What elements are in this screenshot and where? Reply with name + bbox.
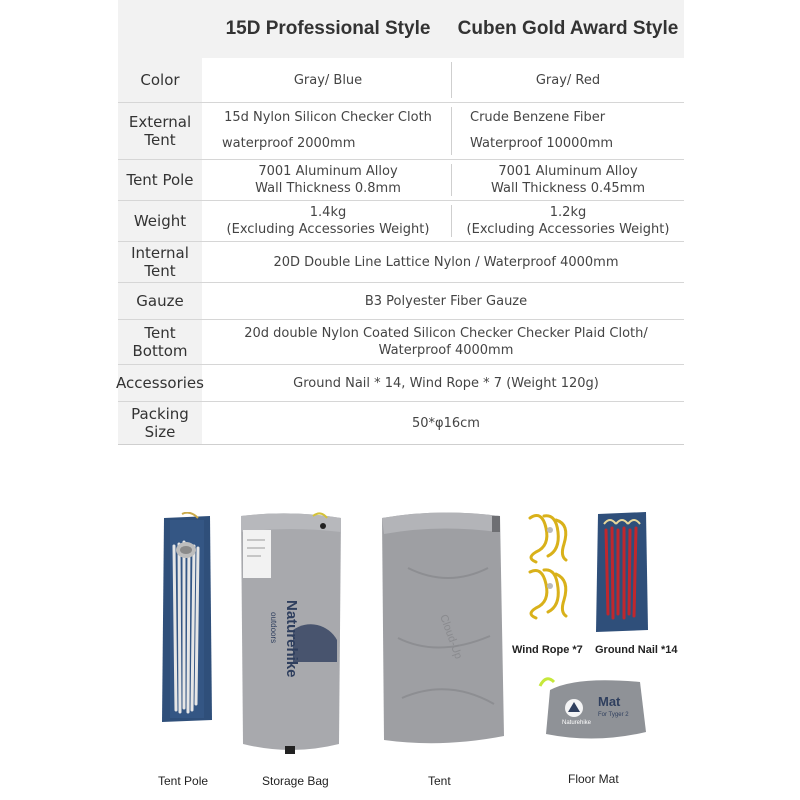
spec-label — [118, 58, 202, 102]
spec-row-external-tent — [118, 103, 684, 159]
spec-value-shared — [208, 402, 684, 444]
spec-row-internal-tent — [118, 242, 684, 282]
label-line: Gauze — [136, 292, 184, 310]
spec-row-weight — [118, 201, 684, 241]
label-line: External — [128, 113, 192, 131]
value-line: Wall Thickness 0.45mm — [490, 181, 645, 196]
value-line: Gray/ Blue — [293, 72, 363, 88]
value-line: 20D Double Line Lattice Nylon / Waterproof 4000mm — [273, 254, 619, 270]
spec-value-15d — [208, 58, 448, 102]
tent-image — [378, 508, 508, 752]
value-line: 50*φ16cm — [412, 415, 480, 431]
caption-floor-mat: Floor Mat — [568, 772, 619, 786]
value-line: 1.2kg — [549, 205, 587, 220]
floor-mat-image — [536, 672, 652, 746]
spec-row-color — [118, 58, 684, 102]
label-line: Weight — [133, 212, 187, 230]
value-line: 15d Nylon Silicon Checker Cloth — [224, 110, 432, 125]
spec-row-packing-size — [118, 402, 684, 444]
spec-label — [118, 365, 202, 401]
spec-label — [118, 283, 202, 319]
column-header-cuben: Cuben Gold Award Style — [457, 18, 679, 39]
bag-brand-sub-text: outdoors — [269, 612, 278, 644]
caption-tent: Tent — [428, 774, 451, 788]
spec-label — [118, 242, 202, 282]
value-line: B3 Polyester Fiber Gauze — [364, 293, 528, 309]
ground-nail-image — [594, 510, 650, 634]
value-line: Ground Nail * 14, Wind Rope * 7 (Weight 120g) — [293, 375, 599, 391]
caption-storage-bag: Storage Bag — [262, 774, 329, 788]
label-line: Tent — [144, 262, 176, 280]
spec-value-shared — [208, 365, 684, 401]
value-line: Waterproof 4000mm — [378, 343, 514, 358]
spec-value-cuben — [452, 58, 684, 102]
spec-value-cuben — [452, 201, 684, 241]
spec-row-tent-pole — [118, 160, 684, 200]
wind-rope-image — [522, 510, 576, 622]
value-line: Waterproof 10000mm — [470, 136, 614, 151]
value-line: Crude Benzene Fiber — [470, 110, 606, 125]
tent-pole-image — [160, 512, 216, 724]
caption-ground-nail: Ground Nail *14 — [595, 644, 678, 656]
label-line: Packing — [131, 405, 189, 423]
column-header-15d: 15D Professional Style — [225, 18, 431, 39]
mat-title-text: Mat — [598, 694, 621, 709]
label-line: Size — [144, 423, 176, 441]
value-line: (Excluding Accessories Weight) — [226, 222, 430, 237]
spec-value-15d — [208, 160, 448, 200]
spec-row-tent-bottom — [118, 320, 684, 364]
value-line: Gray/ Red — [535, 72, 601, 88]
spec-row-accessories — [118, 365, 684, 401]
spec-label — [118, 103, 202, 159]
mat-brand-text: Naturehike — [562, 720, 592, 726]
bag-label-tag — [243, 530, 271, 578]
spec-value-15d — [208, 201, 448, 241]
label-line: Accessories — [116, 374, 204, 392]
mat-sub-text: For Tyger 2 — [598, 712, 629, 718]
label-line: Internal — [131, 244, 189, 262]
tent-print-text: Cloud-Up — [437, 612, 465, 661]
value-line: 1.4kg — [309, 205, 347, 220]
value-line: waterproof 2000mm — [222, 136, 356, 151]
spec-value-shared — [208, 320, 684, 364]
bag-brand-text: Naturehike — [283, 600, 300, 678]
row-divider — [118, 444, 684, 445]
label-line: Tent Pole — [126, 171, 194, 189]
caption-tent-pole: Tent Pole — [158, 774, 209, 788]
spec-value-cuben — [452, 160, 684, 200]
label-line: Tent — [144, 131, 176, 149]
spec-value-shared — [208, 283, 684, 319]
spec-label — [118, 160, 202, 200]
value-line: 20d double Nylon Coated Silicon Checker Checker Plaid Cloth/ — [244, 326, 648, 341]
spec-value-shared — [208, 242, 684, 282]
caption-wind-rope: Wind Rope *7 — [512, 644, 583, 656]
spec-label — [118, 402, 202, 444]
storage-bag-image — [235, 512, 347, 758]
spec-value-cuben — [452, 103, 684, 159]
spec-label — [118, 320, 202, 364]
spec-value-15d — [208, 103, 448, 159]
label-line: Tent — [144, 324, 176, 342]
label-line: Color — [140, 71, 180, 89]
value-line: (Excluding Accessories Weight) — [466, 222, 670, 237]
value-line: 7001 Aluminum Alloy — [498, 164, 638, 179]
value-line: Wall Thickness 0.8mm — [255, 181, 401, 196]
spec-row-gauze — [118, 283, 684, 319]
label-line: Bottom — [132, 342, 188, 360]
value-line: 7001 Aluminum Alloy — [258, 164, 398, 179]
spec-label — [118, 201, 202, 241]
